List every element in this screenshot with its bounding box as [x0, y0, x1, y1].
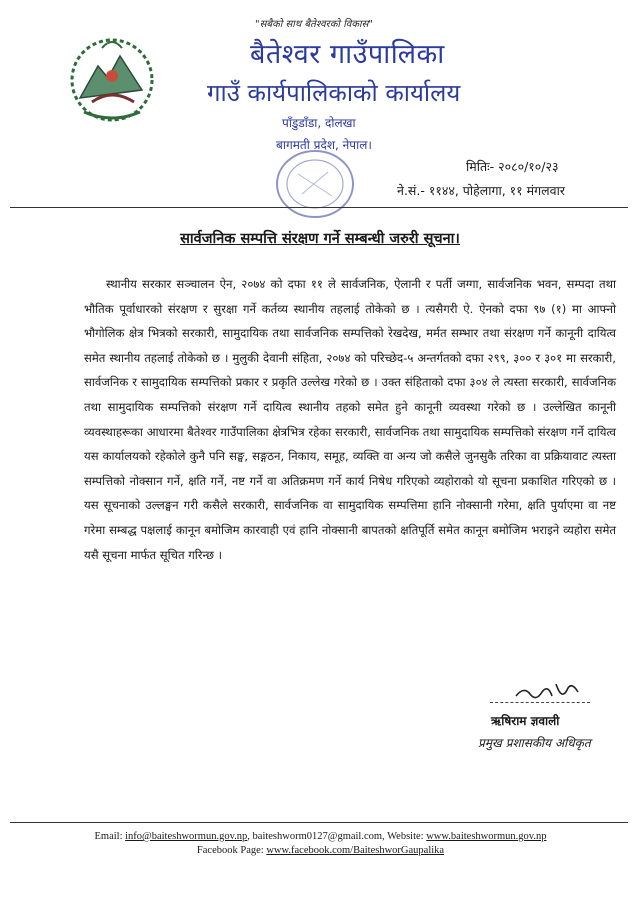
footer-contact [0, 831, 641, 842]
address-line-2: बागमती प्रदेश, नेपाल। [276, 138, 372, 152]
date: मितिः- २०८०/१०/२३ [466, 159, 559, 174]
email-link[interactable]: info@baiteshwormun.gov.np [125, 831, 248, 842]
nepal-sambat-date: ने.सं.- ११४४, पोहेलागा, ११ मंगलवार [397, 183, 565, 198]
footer-divider [10, 822, 628, 823]
notice-title: सार्वजनिक सम्पत्ति संरक्षण गर्ने सम्बन्धी जरुरी सूचना। [180, 231, 460, 247]
signatory-name: ऋषिराम ज्ञवाली [491, 714, 560, 728]
signatory-title: प्रमुख प्रशासकीय अधिकृत [478, 736, 591, 750]
org-name: बैतेश्वर गाउँपालिका [250, 39, 445, 70]
email-label: Email: [94, 831, 123, 842]
nepal-emblem-logo [62, 28, 162, 128]
email-and-website-label: , baiteshworm0127@gmail.com, Website: [247, 831, 424, 842]
address-line-1: पाँडुडाँडा, दोलखा [282, 116, 356, 130]
office-name: गाउँ कार्यपालिकाको कार्यालय [207, 79, 461, 107]
slogan: "सबैको साथ बैतेश्वरको विकास" [255, 19, 373, 30]
header-divider [10, 207, 628, 208]
notice-body: स्थानीय सरकार सञ्चालन ऐन, २०७४ को दफा ११ ले सार्वजनिक, ऐलानी र पर्ती जग्गा, सार्वजनिक भवन, सम्पदा तथा भौतिक पूर्वाधारको संरक्षण र सुरक्षा गर्ने कर्तव्य स्थानीय तहलाई तोकेको छ । त्यसैगरी ऐ. ऐनको दफा ९७ (१) मा आफ्नो भौगोलिक क्षेत्र भित्रको सरकारी, सामुदायिक तथा सार्वजनिक सम्पत्तिको रेखदेख, मर्मत सम्भार तथा संरक्षण गर्ने कानूनी दायित्व समेत स्थानीय तहलाई तोकेको छ । मुलुकी देवानी संहिता, २०७४ को परिच्छेद-५ अन्तर्गतको दफा २९९, ३०० र ३०१ मा सरकारी, सार्वजनिक र सामुदायिक सम्पत्तिको प्रकार र प्रकृति उल्लेख गरेको छ । उक्त संहिताको दफा ३०४ ले त्यस्ता सरकारी, सार्वजनिक तथा सामुदायिक सम्पत्तिको संरक्षण गर्ने दायित्व स्थानीय तहको समेत हुने कानूनी व्यवस्था गरेको छ । उल्लेखित कानूनी व्यवस्थाहरूका आधारमा बैतेश्वर गाउँपालिका क्षेत्रभित्र रहेका सरकारी, सार्वजनिक तथा सामुदायिक सम्पत्तिको संरक्षण गर्ने दायित्व यस कार्यालयको रहेकोले कुनै पनि सङ्घ, सङ्गठन, निकाय, समूह, व्यक्ति वा अन्य जो कसैले जुनसुकै तरिका वा प्रक्रियावाट त्यस्ता सम्पत्तिको नोक्सान गर्ने, क्षति गर्ने, नष्ट गर्ने वा अतिक्रमण गर्ने कार्य निषेध गरिएको व्यहोराको यो सूचना प्रकाशित गरिएको छ । यस सूचनाको उल्लङ्घन गरी कसैले सरकारी, सार्वजनिक वा सामुदायिक सम्पत्तिमा हानि नोक्सानी गरेमा, क्षति पुर्याएमा वा नष्ट गरेमा सम्बद्ध पक्षलाई कानून बमोजिम कारवाही एवं हानि नोक्सानी बापतको क्षतिपूर्ति समेत कानून बमोजिम भराइने व्यहोरा समेत यसै सूचना मार्फत सूचित गरिन्छ । [84, 277, 616, 562]
website-link[interactable]: www.baiteshwormun.gov.np [426, 831, 547, 842]
official-stamp [270, 144, 360, 224]
signature-line [490, 702, 590, 703]
footer-facebook [0, 845, 641, 856]
facebook-label: Facebook Page: [196, 845, 264, 856]
facebook-link[interactable]: www.facebook.com/BaiteshworGaupalika [266, 845, 445, 856]
